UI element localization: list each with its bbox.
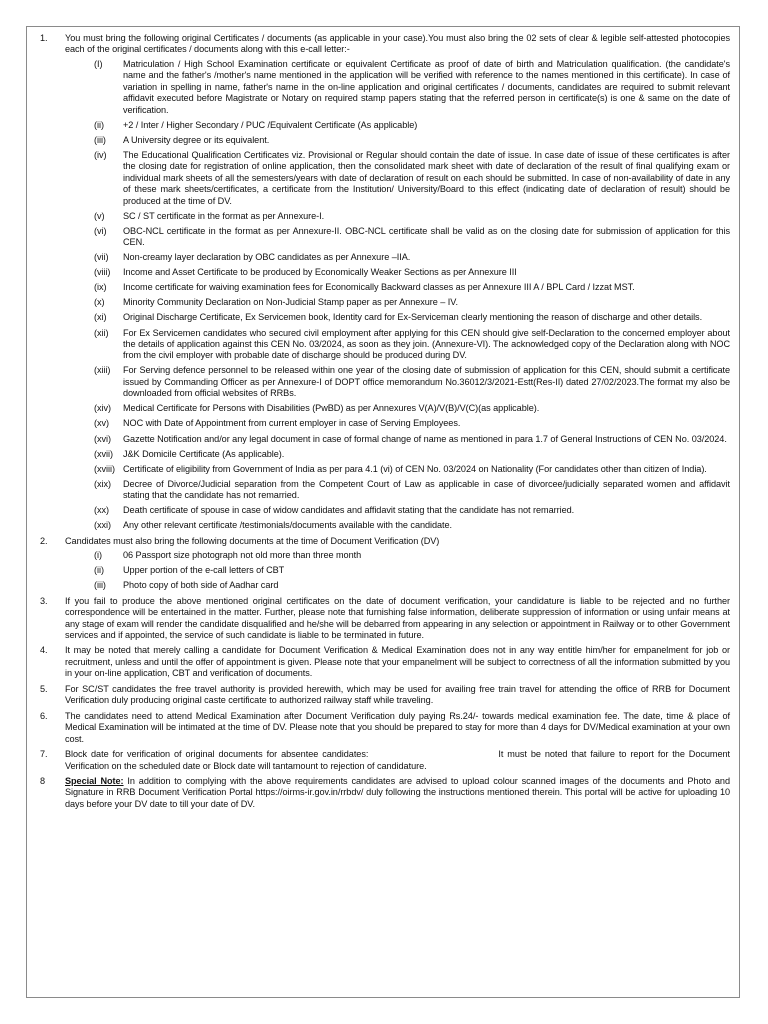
item-text: It may be noted that merely calling a candidate for Document Verification & Medical Examination does not in any way entitle him/her for empanelment for job or recruitment, unless and until the offer of appointment is given. Please note that your empanelment will be subject to correctness of all the information submitted by you in your on-line application, CBT and verification of documents. <box>65 645 730 679</box>
sub-item <box>65 580 730 591</box>
sub-item-number: (xvi) <box>94 433 111 444</box>
sub-item-number: (x) <box>94 297 105 308</box>
sub-item-number: (iv) <box>94 149 107 160</box>
item-text: The candidates need to attend Medical Examination after Document Verification duly paying Rs.24/- towards medical examination fee. The date, time & place of Medical Examination will be intimated at the time of DV. Please note that you should be prepared to stay for more than 4 days for DV/Medical examination at your own cost. <box>65 710 730 744</box>
sub-item <box>65 418 730 429</box>
block-date-text: Block date for verification of original documents for absentee candidates: <box>65 749 369 760</box>
sub-item-text: Photo copy of both side of Aadhar card <box>123 580 279 591</box>
sub-item <box>65 312 730 323</box>
sub-item-number: (xix) <box>94 478 111 489</box>
sub-item <box>65 449 730 460</box>
item-number: 3. <box>40 595 48 606</box>
sub-item <box>65 365 730 399</box>
sub-item <box>65 135 730 146</box>
sub-item-text: Death certificate of spouse in case of widow candidates and affidavit stating that the candidate has not remarried. <box>123 505 575 516</box>
sub-item-number: (xiv) <box>94 403 111 414</box>
sub-item <box>65 464 730 475</box>
sub-item-number: (xi) <box>94 312 107 323</box>
sub-item-number: (v) <box>94 210 105 221</box>
sub-item <box>65 282 730 293</box>
item-number: 1. <box>40 33 48 43</box>
sub-item-text: Medical Certificate for Persons with Disabilities (PwBD) as per Annexures V(A)/V(B)/V(C)(as applicable). <box>123 403 540 414</box>
sub-item-number: (iii) <box>94 580 106 591</box>
item-text: If you fail to produce the above mentioned original certificates on the date of document verification, your candidature is liable to be rejected and no further correspondence will be entertained in the matter. Further, please note that furnishing false information, deliberate suppression of information or using unfair means at any stage of exam will render the candidate disqualified and he/she will be debarred from appearing in any selection or appointment in Railway or to other Government services and if appointed, the service of such candidate is liable to be terminated in future. <box>65 595 730 640</box>
sub-item <box>65 403 730 414</box>
sub-item-text: Income certificate for waiving examination fees for Economically Backward classes as per Annexure III A / BPL Card / Izzat MST. <box>123 282 635 293</box>
sub-item <box>65 520 730 531</box>
sub-item <box>65 328 730 362</box>
sub-item-text: Upper portion of the e-call letters of CBT <box>123 565 285 576</box>
sub-item-number: (i) <box>94 550 102 561</box>
item-number: 8 <box>40 775 46 786</box>
sub-item-number: (ix) <box>94 282 107 293</box>
sub-item-text: +2 / Inter / Higher Secondary / PUC /Equivalent Certificate (As applicable) <box>123 119 418 130</box>
instruction-item-3 <box>36 596 730 642</box>
sub-item-text: Decree of Divorce/Judicial separation from the Competent Court of Law as applicable in case of divorcee/judicially separated women and affidavit stating that the candidate has not remarried. <box>123 478 730 501</box>
certificate-sublist <box>65 59 730 532</box>
special-note-text: In addition to complying with the above requirements candidates are advised to upload colour scanned images of the documents and Photo and Signature in RRB Document Verification Portal https://oirms-ir.gov.in/rrbdv/ duly following the instructions mentioned therein. This portal will be active for uploading 10 days before your DV date to till your date of DV. <box>65 775 730 809</box>
sub-item-text: J&K Domicile Certificate (As applicable). <box>123 448 285 459</box>
sub-item-number: (iii) <box>94 134 106 145</box>
sub-item-text: OBC-NCL certificate in the format as per Annexure-II. OBC-NCL certificate shall be valid as on the closing date for submission of application for this CEN. <box>123 225 730 248</box>
sub-item-text: Non-creamy layer declaration by OBC candidates as per Annexure –IIA. <box>123 252 411 263</box>
sub-item <box>65 59 730 116</box>
sub-item <box>65 505 730 516</box>
sub-item-text: Matriculation / High School Examination certificate or equivalent Certificate as proof of date of birth and Matriculation qualification. (the candidate's name and the father's /mother's name mentioned in the application will be verified with reference to the names mentioned in this certificate). In case of variation in spelling in name, father's name in the on-line application and original certificates / documents, candidates are required to submit relevant affidavit executed before Magistrate or Notary on required stamp papers stating that the referred person in certificate(s) is one & same on the date of verification. <box>123 58 730 115</box>
item-number: 6. <box>40 710 48 721</box>
sub-item-text: Gazette Notification and/or any legal document in case of formal change of name as mentioned in para 1.7 of General Instructions of CEN No. 03/2024. <box>123 433 727 444</box>
sub-item-number: (xii) <box>94 327 109 338</box>
sub-item-text: For Serving defence personnel to be released within one year of the closing date of submission of application for this CEN, should submit a certificate issued by Commanding Officer as per Annexure-I of DOPT office memorandum No.36012/3/2021-Estt(Res-II) dated 27/02/2023.The format my also be downloaded from official websites of RRBs. <box>123 365 730 399</box>
item-number: 5. <box>40 683 48 694</box>
instructions-list <box>36 33 730 814</box>
item-number: 7. <box>40 749 48 760</box>
item-text: You must bring the following original Certificates / documents (as applicable in your case).You must also bring the 02 sets of clear & legible self-attested photocopies each of the original certificates / documents along with this e-call letter:- <box>65 33 730 55</box>
sub-item-number: (I) <box>94 58 103 69</box>
sub-item <box>65 550 730 561</box>
sub-item-text: NOC with Date of Appointment from current employer in case of Serving Employees. <box>123 418 461 429</box>
instruction-item-1 <box>36 33 730 532</box>
sub-item-text: Income and Asset Certificate to be produced by Economically Weaker Sections as per Annexure III <box>123 267 517 278</box>
sub-item-number: (xx) <box>94 505 110 516</box>
sub-item <box>65 211 730 222</box>
sub-item <box>65 297 730 308</box>
instruction-item-5 <box>36 684 730 707</box>
sub-item-number: (xvii) <box>94 448 113 459</box>
sub-item <box>65 434 730 445</box>
sub-item-number: (viii) <box>94 267 111 278</box>
instruction-item-7 <box>36 749 730 772</box>
sub-item-number: (vi) <box>94 225 107 236</box>
sub-item-number: (vii) <box>94 252 109 263</box>
sub-item-text: Certificate of eligibility from Government of India as per para 4.1 (vi) of CEN No. 03/2024 on Nationality (For candidates other than citizen of India). <box>123 463 707 474</box>
sub-item-text: A University degree or its equivalent. <box>123 134 270 145</box>
block-date-warning: It must be noted that failure to report for the Document Verification on the scheduled date or Block date will tantamount to rejection of candidature. <box>65 749 730 771</box>
sub-item-text: Original Discharge Certificate, Ex Servicemen book, Identity card for Ex-Serviceman clearly mentioning the reason of discharge and other details. <box>123 312 703 323</box>
instruction-item-4 <box>36 645 730 679</box>
sub-item-number: (ii) <box>94 565 104 576</box>
sub-item-number: (xv) <box>94 418 110 429</box>
item-number: 2. <box>40 535 48 546</box>
sub-item <box>65 252 730 263</box>
sub-item <box>65 267 730 278</box>
sub-item-number: (ii) <box>94 119 104 130</box>
item-text: For SC/ST candidates the free travel authority is provided herewith, which may be used for availing free train travel for attending the office of RRB for Document Verification duly producing original caste certificate to authorized railway staff while traveling. <box>65 683 730 706</box>
sub-item-number: (xviii) <box>94 463 115 474</box>
sub-item-number: (xxi) <box>94 520 111 531</box>
special-note-label: Special Note: <box>65 775 124 786</box>
sub-item-text: Any other relevant certificate /testimonials/documents available with the candidate. <box>123 520 453 531</box>
item-number: 4. <box>40 645 48 656</box>
sub-item <box>65 120 730 131</box>
sub-item-text: SC / ST certificate in the format as per Annexure-I. <box>123 210 325 221</box>
document-sublist <box>65 550 730 592</box>
sub-item <box>65 226 730 249</box>
sub-item <box>65 565 730 576</box>
sub-item <box>65 150 730 207</box>
sub-item-text: Minority Community Declaration on Non-Judicial Stamp paper as per Annexure – IV. <box>123 297 458 308</box>
instruction-item-8 <box>36 776 730 810</box>
sub-item-text: 06 Passport size photograph not old more than three month <box>123 550 362 561</box>
instruction-item-2 <box>36 536 730 592</box>
sub-item-text: The Educational Qualification Certificates viz. Provisional or Regular should contain the date of issue. In case date of issue of these certificates is after the closing date for registration of online application, then the consolidated mark sheet with date of declaration of the result of final qualifying exam or individual mark sheets of all the semesters/years with date of declaration of result on each should be submitted. In case of non-availability of date in any of these mark sheets/certificates, a certificate from the Institution/ University/Board to this effect (indicating date of declaration of result) should be produced at the time of DV. <box>123 149 730 206</box>
sub-item <box>65 479 730 502</box>
sub-item-text: For Ex Servicemen candidates who secured civil employment after applying for this CEN should give self-Declaration to the concerned employer about the details of application against this CEN No. 03/2024, as soon as they join. (Annexure-VI). The acknowledged copy of the Declaration along with NOC from the civil employer with probable date of discharge should be produced during DV. <box>123 327 730 361</box>
item-text: Candidates must also bring the following documents at the time of Document Verification (DV) <box>65 535 440 546</box>
sub-item-number: (xiii) <box>94 365 111 376</box>
instruction-item-6 <box>36 711 730 745</box>
